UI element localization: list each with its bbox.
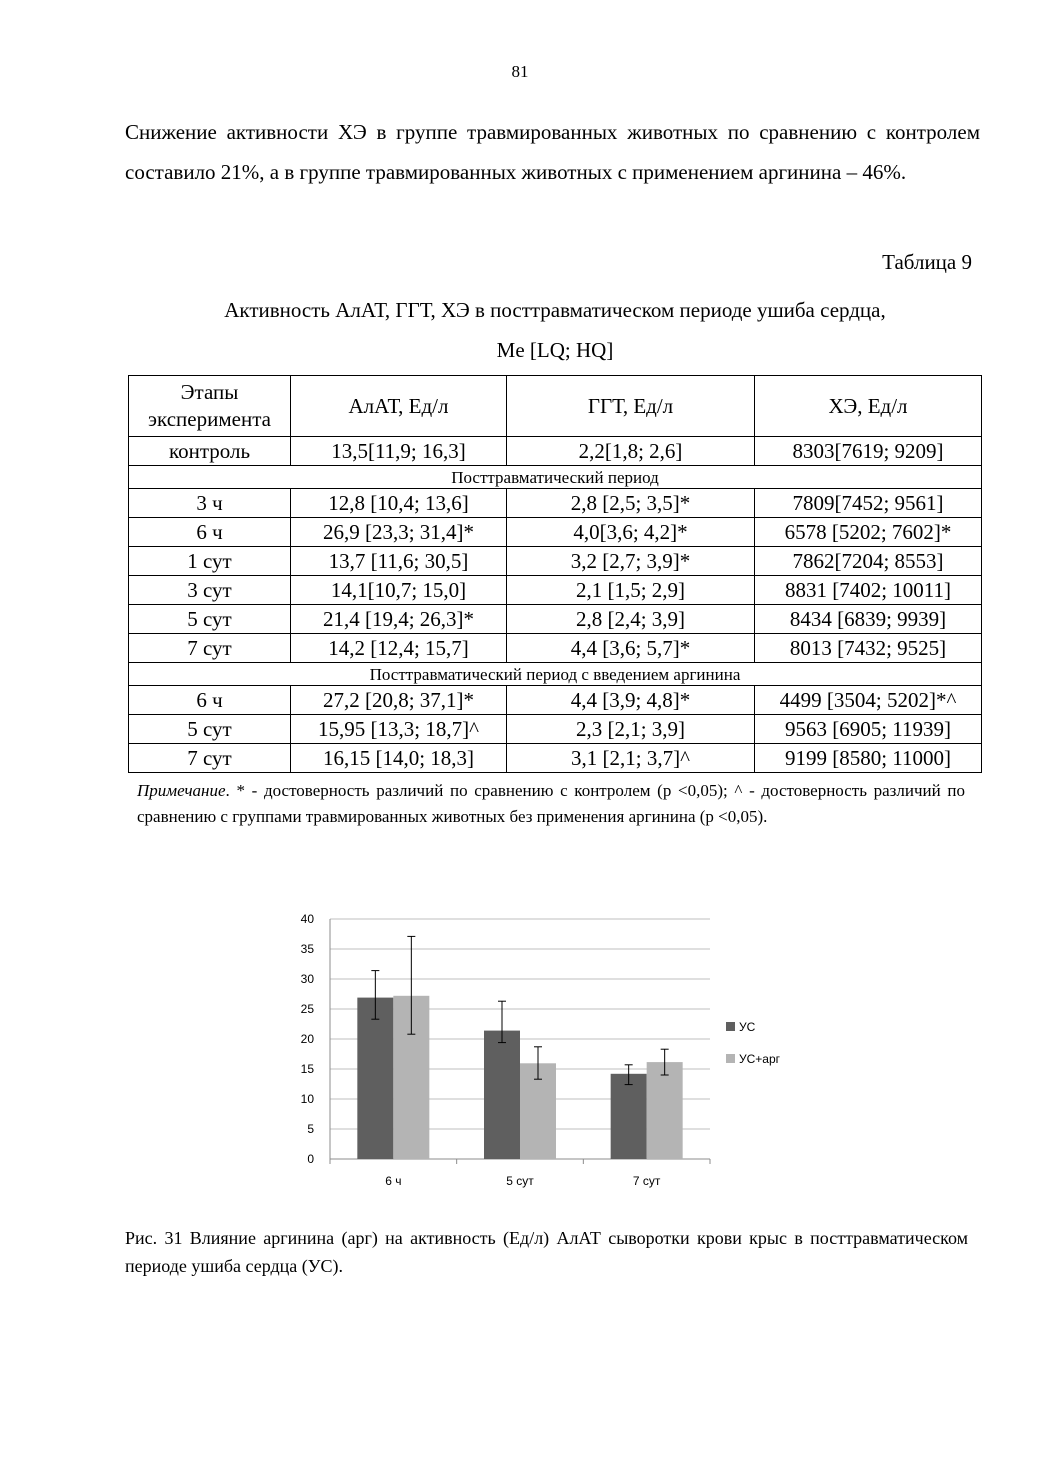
table-cell: 6578 [5202; 7602]* (755, 518, 982, 547)
table-row (129, 634, 982, 663)
y-tick-label: 35 (300, 942, 314, 956)
table-cell: 4,4 [3,6; 5,7]* (507, 634, 755, 663)
table-cell: 3,2 [2,7; 3,9]* (507, 547, 755, 576)
table-cell: 6 ч (129, 686, 291, 715)
table-note (137, 778, 965, 830)
bar (647, 1062, 683, 1159)
x-tick-label: 6 ч (385, 1174, 402, 1188)
x-tick-label: 7 сут (632, 1174, 661, 1188)
table-row (129, 715, 982, 744)
table-row-control (129, 437, 982, 466)
table-cell: 14,2 [12,4; 15,7] (291, 634, 507, 663)
header-ggt: ГГТ, Ед/л (507, 376, 755, 437)
table-cell: 8434 [6839; 9939] (755, 605, 982, 634)
section-title-arginine: Посттравматический период с введением аргинина (129, 663, 982, 686)
y-tick-label: 30 (300, 972, 314, 986)
table-row (129, 576, 982, 605)
header-he: ХЭ, Ед/л (755, 376, 982, 437)
table-cell: 6 ч (129, 518, 291, 547)
bar-chart-svg (280, 905, 820, 1205)
bar (484, 1031, 520, 1159)
y-tick-label: 25 (300, 1002, 314, 1016)
table-cell: 27,2 [20,8; 37,1]* (291, 686, 507, 715)
y-tick-label: 5 (307, 1122, 314, 1136)
table-cell: 4499 [3504; 5202]*^ (755, 686, 982, 715)
table-cell: 5 сут (129, 605, 291, 634)
table-row (129, 518, 982, 547)
table-cell: 16,15 [14,0; 18,3] (291, 744, 507, 773)
table-cell: 2,3 [2,1; 3,9] (507, 715, 755, 744)
table-cell: 26,9 [23,3; 31,4]* (291, 518, 507, 547)
table-cell: 7809[7452; 9561] (755, 489, 982, 518)
bar-chart (280, 905, 820, 1205)
table-caption-line2: Me [LQ; HQ] (496, 338, 614, 362)
table-row (129, 547, 982, 576)
y-tick-label: 20 (300, 1032, 314, 1046)
table-caption-line1: Активность АлАТ, ГГТ, ХЭ в посттравматическом периоде ушиба сердца, (224, 298, 886, 322)
table-cell: 7 сут (129, 744, 291, 773)
note-label: Примечание (137, 781, 226, 800)
table-caption (125, 290, 985, 370)
section-title-posttraumatic: Посттравматический период (129, 466, 982, 489)
bar (357, 998, 393, 1159)
table-cell: 2,1 [1,5; 2,9] (507, 576, 755, 605)
table-cell: 7 сут (129, 634, 291, 663)
table-cell: контроль (129, 437, 291, 466)
table-cell: 21,4 [19,4; 26,3]* (291, 605, 507, 634)
table-row (129, 489, 982, 518)
legend-label: УС (739, 1020, 756, 1034)
table-row (129, 686, 982, 715)
table-cell: 3 ч (129, 489, 291, 518)
table-cell: 5 сут (129, 715, 291, 744)
section-row (129, 663, 982, 686)
table-cell: 9199 [8580; 11000] (755, 744, 982, 773)
note-text: . * - достоверность различий по сравнению с контролем (р <0,05); ^ - достоверность различий по сравнению с группами травмированных животных без применения аргинина (р <0,05). (137, 781, 965, 826)
x-tick-label: 5 сут (506, 1174, 534, 1188)
table-cell: 3 сут (129, 576, 291, 605)
page-number: 81 (511, 62, 529, 81)
table-cell: 8303[7619; 9209] (755, 437, 982, 466)
table-cell: 14,1[10,7; 15,0] (291, 576, 507, 605)
figure-caption: Рис. 31 Влияние аргинина (арг) на активность (Ед/л) АлАТ сыворотки крови крыс в посттравматическом периоде ушиба сердца (УС). (125, 1228, 968, 1276)
data-table (128, 375, 982, 773)
table-cell: 7862[7204; 8553] (755, 547, 982, 576)
y-tick-label: 10 (300, 1092, 314, 1106)
table-row (129, 605, 982, 634)
table-cell: 13,7 [11,6; 30,5] (291, 547, 507, 576)
table-cell: 9563 [6905; 11939] (755, 715, 982, 744)
bar (611, 1074, 647, 1159)
table-cell: 8013 [7432; 9525] (755, 634, 982, 663)
table-number: Таблица 9 (882, 250, 972, 274)
y-tick-label: 15 (300, 1062, 314, 1076)
table-cell: 13,5[11,9; 16,3] (291, 437, 507, 466)
legend-swatch (726, 1054, 735, 1063)
table-cell: 4,0[3,6; 4,2]* (507, 518, 755, 547)
body-paragraph: Снижение активности ХЭ в группе травмированных животных по сравнению с контролем составило 21%, а в группе травмированных животных с применением аргинина – 46%. (125, 120, 980, 184)
table-cell: 2,8 [2,5; 3,5]* (507, 489, 755, 518)
y-tick-label: 40 (300, 912, 314, 926)
header-stage: Этапы эксперимента (129, 376, 291, 437)
table-cell: 4,4 [3,9; 4,8]* (507, 686, 755, 715)
table-cell: 3,1 [2,1; 3,7]^ (507, 744, 755, 773)
table-cell: 12,8 [10,4; 13,6] (291, 489, 507, 518)
legend-label: УС+арг (739, 1052, 781, 1066)
header-alat: АлАТ, Ед/л (291, 376, 507, 437)
table-header-row (129, 376, 982, 437)
table-cell: 1 сут (129, 547, 291, 576)
y-tick-label: 0 (307, 1152, 314, 1166)
section-row (129, 466, 982, 489)
table-cell: 15,95 [13,3; 18,7]^ (291, 715, 507, 744)
table-cell: 8831 [7402; 10011] (755, 576, 982, 605)
table-cell: 2,8 [2,4; 3,9] (507, 605, 755, 634)
table-row (129, 744, 982, 773)
table-cell: 2,2[1,8; 2,6] (507, 437, 755, 466)
legend-swatch (726, 1022, 735, 1031)
